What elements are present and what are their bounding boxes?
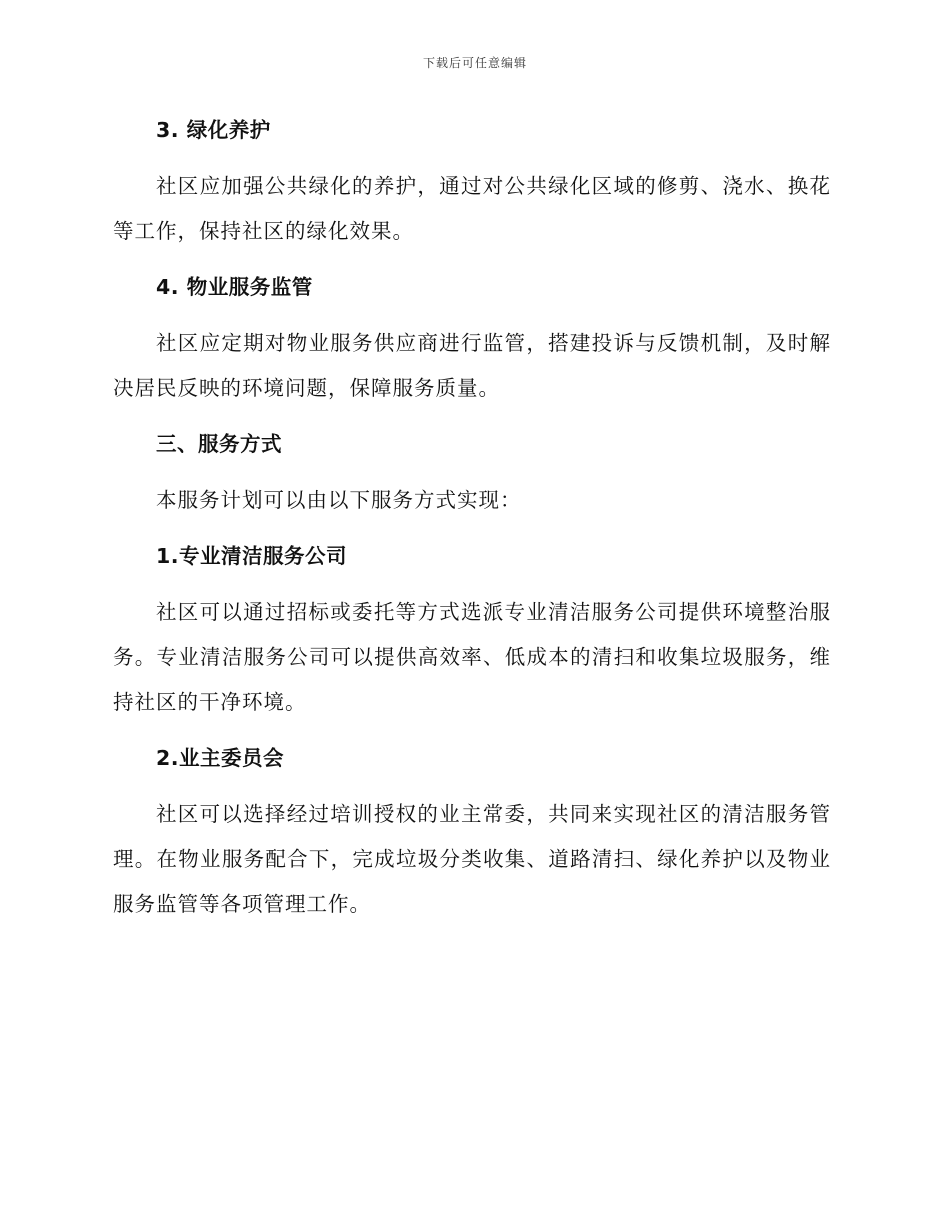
section-paragraph-property-supervision: 社区应定期对物业服务供应商进行监管，搭建投诉与反馈机制，及时解决居民反映的环境问题，保障服务质量。 — [113, 331, 831, 400]
section-heading-owners-committee: 2.业主委员会 — [156, 746, 285, 770]
document-body — [113, 112, 831, 927]
section-heading-cleaning-company: 1.专业清洁服务公司 — [156, 544, 348, 568]
section-paragraph-owners-committee: 社区可以选择经过培训授权的业主常委，共同来实现社区的清洁服务管理。在物业服务配合下，完成垃圾分类收集、道路清扫、绿化养护以及物业服务监管等各项管理工作。 — [113, 802, 831, 916]
section-paragraph-greening: 社区应加强公共绿化的养护，通过对公共绿化区域的修剪、浇水、换花等工作，保持社区的绿化效果。 — [113, 174, 831, 243]
section-heading-service-mode: 三、服务方式 — [156, 432, 282, 456]
section-paragraph-service-mode: 本服务计划可以由以下服务方式实现： — [156, 488, 522, 512]
section-heading-property-supervision: 4. 物业服务监管 — [156, 275, 313, 299]
section-heading-greening: 3. 绿化养护 — [156, 118, 271, 142]
section-paragraph-cleaning-company: 社区可以通过招标或委托等方式选派专业清洁服务公司提供环境整治服务。专业清洁服务公司可以提供高效率、低成本的清扫和收集垃圾服务，维持社区的干净环境。 — [113, 600, 831, 714]
page-header: 下载后可任意编辑 — [422, 56, 527, 70]
